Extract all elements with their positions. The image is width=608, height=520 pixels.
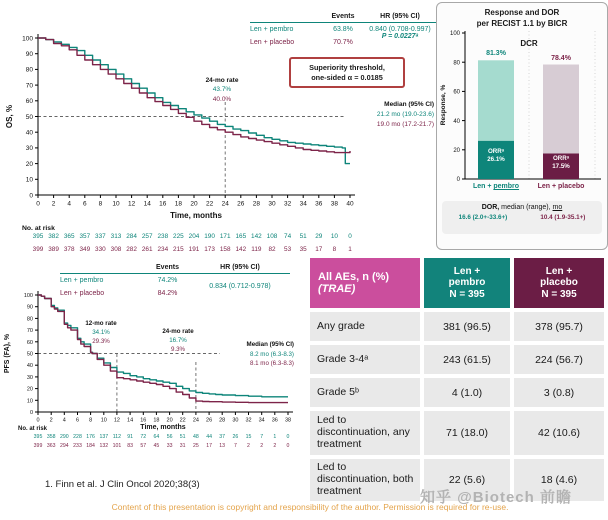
dor-pembro-value: 16.6 (2.0+-33.6+) xyxy=(458,214,508,221)
category-pembro xyxy=(473,183,519,190)
events-header: Events xyxy=(331,13,355,20)
svg-text:40: 40 xyxy=(453,118,460,125)
svg-text:34: 34 xyxy=(299,200,307,208)
hr-header: HR (95% CI) xyxy=(380,13,420,20)
svg-text:Time, months: Time, months xyxy=(170,211,222,220)
pfs-at-risk-title: No. at risk xyxy=(18,426,48,432)
ae-row-pembro: 71 (18.0) xyxy=(424,411,510,455)
at-risk-value: 74 xyxy=(284,233,292,240)
response-bar-chart xyxy=(437,3,607,199)
at-risk-value: 173 xyxy=(204,246,215,253)
at-risk-value: 48 xyxy=(193,434,199,440)
svg-text:12: 12 xyxy=(127,200,136,208)
ae-row-pembro: 22 (5.6) xyxy=(424,459,510,501)
dor-mo: mo xyxy=(552,204,563,211)
arm-pembro-label: Len + pembro xyxy=(250,26,294,33)
os-km-panel xyxy=(0,0,434,260)
at-risk-value: 158 xyxy=(219,246,231,253)
at-risk-value: 56 xyxy=(166,434,173,440)
arm-placebo-label: Len + placebo xyxy=(60,290,105,297)
svg-text:28: 28 xyxy=(252,200,261,208)
superiority-line1: Superiority threshold, xyxy=(309,62,385,72)
svg-text:0: 0 xyxy=(36,417,40,424)
dor-values xyxy=(442,214,602,221)
pfs-km-panel xyxy=(0,262,300,460)
at-risk-value: 261 xyxy=(141,246,153,253)
at-risk-value: 282 xyxy=(126,246,137,253)
at-risk-value: 357 xyxy=(79,233,91,240)
svg-text:12: 12 xyxy=(113,417,120,424)
median-placebo: 19.0 mo (17.2-21.7) xyxy=(376,121,434,129)
at-risk-value: 238 xyxy=(157,233,169,240)
os-24mo-rate xyxy=(206,76,239,104)
cat-pre: Len + xyxy=(472,183,494,190)
hr-value: 0.834 (0.712-0.978) xyxy=(209,283,271,290)
ae-header-pembro xyxy=(424,258,510,308)
h-l3: N = 395 xyxy=(541,288,577,300)
ae-row-label: Any grade xyxy=(310,312,420,341)
cat-underlined: pembro xyxy=(493,183,520,190)
pfs-median xyxy=(204,340,294,369)
svg-text:18: 18 xyxy=(153,417,160,424)
svg-text:Time, months: Time, months xyxy=(140,424,186,431)
copyright-notice: Content of this presentation is copyright and responsibility of the author. Permission is required for re-use. xyxy=(111,502,509,512)
at-risk-value: 101 xyxy=(112,443,122,449)
at-risk-value: 395 xyxy=(32,233,44,240)
median-placebo: 8.1 mo (6.3-8.3) xyxy=(249,360,294,368)
rate-title: 24-mo rate xyxy=(162,328,194,335)
at-risk-value: 1 xyxy=(348,246,352,253)
median-pembro: 8.2 mo (6.3-8.3) xyxy=(249,350,294,358)
at-risk-value: 119 xyxy=(251,246,262,253)
ae-header-all-aes xyxy=(310,258,420,308)
at-risk-value: 53 xyxy=(284,246,292,253)
superiority-threshold-box xyxy=(289,57,405,88)
at-risk-value: 330 xyxy=(95,246,106,253)
events-pembro: 74.2% xyxy=(157,277,178,284)
svg-text:32: 32 xyxy=(245,417,252,424)
at-risk-value: 171 xyxy=(219,233,231,240)
at-risk-value: 313 xyxy=(110,233,122,240)
svg-text:40: 40 xyxy=(26,363,33,370)
events-placebo: 84.2% xyxy=(157,290,178,297)
svg-text:10: 10 xyxy=(112,200,120,208)
svg-text:90: 90 xyxy=(26,304,33,311)
at-risk-value: 51 xyxy=(299,233,307,240)
svg-text:80: 80 xyxy=(26,316,33,323)
svg-text:100: 100 xyxy=(22,35,33,43)
at-risk-value: 294 xyxy=(59,443,69,449)
at-risk-value: 365 xyxy=(63,233,75,240)
at-risk-value: 64 xyxy=(153,434,160,440)
at-risk-value: 165 xyxy=(235,233,247,240)
events-pembro: 63.8% xyxy=(333,26,353,33)
median-title: Median (95% CI) xyxy=(384,101,434,108)
at-risk-value: 191 xyxy=(188,246,200,253)
at-risk-value: 234 xyxy=(157,246,169,253)
svg-text:36: 36 xyxy=(271,417,278,424)
svg-text:32: 32 xyxy=(283,200,292,208)
orr-pembro-label xyxy=(487,148,505,164)
at-risk-value: 142 xyxy=(251,233,262,240)
ae-row-placebo: 18 (4.6) xyxy=(514,459,604,501)
svg-text:2: 2 xyxy=(51,200,56,208)
at-risk-value: 25 xyxy=(193,443,199,449)
at-risk-value: 132 xyxy=(99,443,109,449)
hr-value: 0.840 (0.708-0.997) xyxy=(369,26,431,33)
os-median xyxy=(324,100,434,130)
at-risk-value: 0 xyxy=(286,443,290,449)
svg-text:20: 20 xyxy=(26,386,33,393)
rate-placebo: 29.3% xyxy=(92,337,110,345)
svg-text:28: 28 xyxy=(219,417,226,424)
arm-placebo-label: Len + placebo xyxy=(250,39,295,46)
svg-text:30: 30 xyxy=(25,145,33,153)
arm-labels xyxy=(250,26,322,52)
svg-text:4: 4 xyxy=(67,200,72,208)
svg-text:70: 70 xyxy=(25,82,33,90)
ae-table xyxy=(310,258,604,501)
rate-pembro: 43.7% xyxy=(212,86,232,94)
svg-text:22: 22 xyxy=(205,200,214,208)
svg-text:26: 26 xyxy=(237,200,245,208)
h-l1: Len + xyxy=(545,266,573,278)
at-risk-value: 57 xyxy=(140,443,147,449)
svg-text:4: 4 xyxy=(62,417,66,424)
dor-rest: median (range), xyxy=(499,204,553,211)
citation: 1. Finn et al. J Clin Oncol 2020;38(3) xyxy=(45,479,200,490)
svg-text:30: 30 xyxy=(26,374,33,381)
at-risk-value: 33 xyxy=(166,443,173,449)
orr-placebo-label xyxy=(552,155,570,171)
at-risk-value: 399 xyxy=(33,443,43,449)
at-risk-value: 17 xyxy=(206,443,212,449)
svg-text:14: 14 xyxy=(143,200,151,208)
svg-text:38: 38 xyxy=(330,200,339,208)
svg-text:26: 26 xyxy=(206,417,213,424)
svg-text:60: 60 xyxy=(453,89,460,96)
svg-text:16: 16 xyxy=(140,417,147,424)
at-risk-value: 82 xyxy=(268,246,276,253)
watermark: 知乎 @Biotech 前瞻 xyxy=(420,489,572,506)
at-risk-value: 0 xyxy=(348,233,352,240)
pfs-at-risk-rows xyxy=(0,434,300,454)
at-risk-value: 2 xyxy=(260,443,264,449)
at-risk-value: 2 xyxy=(273,443,277,449)
at-risk-value: 290 xyxy=(59,434,69,440)
svg-text:36: 36 xyxy=(315,200,323,208)
svg-text:18: 18 xyxy=(174,200,183,208)
at-risk-value: 35 xyxy=(299,246,307,253)
ae-row-placebo: 42 (10.6) xyxy=(514,411,604,455)
svg-text:20: 20 xyxy=(453,148,460,154)
at-risk-value: 0 xyxy=(286,434,290,440)
os-events-table xyxy=(250,13,436,52)
at-risk-value: 2 xyxy=(247,443,250,449)
at-risk-value: 51 xyxy=(179,434,186,440)
at-risk-value: 108 xyxy=(266,233,278,240)
events-values xyxy=(145,277,190,303)
svg-text:60: 60 xyxy=(25,98,33,106)
svg-text:30: 30 xyxy=(268,200,276,208)
ae-row-placebo: 224 (56.7) xyxy=(514,345,604,374)
at-risk-value: 7 xyxy=(233,443,237,449)
at-risk-value: 176 xyxy=(86,434,95,440)
svg-text:14: 14 xyxy=(127,417,134,424)
events-placebo: 70.7% xyxy=(333,39,353,46)
h-l3: N = 395 xyxy=(449,288,485,300)
svg-text:20: 20 xyxy=(190,200,198,208)
at-risk-value: 83 xyxy=(127,443,133,449)
at-risk-value: 257 xyxy=(141,233,153,240)
at-risk-value: 142 xyxy=(235,246,247,253)
h-l2: pembro xyxy=(448,277,486,289)
svg-text:80: 80 xyxy=(453,60,460,67)
svg-text:PFS (FA), %: PFS (FA), % xyxy=(4,333,11,374)
svg-text:8: 8 xyxy=(89,417,93,424)
category-placebo: Len + placebo xyxy=(537,183,585,190)
dcr-heading: DCR xyxy=(520,39,538,48)
ae-row-placebo: 3 (0.8) xyxy=(514,378,604,407)
svg-text:38: 38 xyxy=(284,417,292,424)
rate-title: 12-mo rate xyxy=(85,320,117,327)
at-risk-value: 228 xyxy=(73,434,82,440)
svg-text:10: 10 xyxy=(25,176,33,184)
at-risk-value: 137 xyxy=(99,434,109,440)
title-line2: per RECIST 1.1 by BICR xyxy=(476,18,568,28)
svg-text:40: 40 xyxy=(25,129,33,137)
events-values xyxy=(322,26,364,52)
dcr-pembro-value: 81.3% xyxy=(486,50,506,57)
at-risk-value: 13 xyxy=(219,443,226,449)
svg-text:24: 24 xyxy=(192,417,199,424)
svg-text:40: 40 xyxy=(346,200,354,208)
rate-placebo: 40.0% xyxy=(212,95,232,103)
rate-pembro: 16.7% xyxy=(169,336,187,344)
median-pembro: 21.2 mo (19.0-23.6) xyxy=(376,111,434,119)
at-risk-value: 233 xyxy=(73,443,82,449)
svg-text:6: 6 xyxy=(75,417,80,424)
svg-text:50: 50 xyxy=(25,113,33,121)
orr-pembro-value: 26.1% xyxy=(487,155,505,163)
at-risk-value: 378 xyxy=(63,246,75,253)
spacer xyxy=(250,13,322,20)
at-risk-value: 45 xyxy=(153,443,160,449)
pfs-events-table xyxy=(60,264,290,303)
orr-placebo-value: 17.5% xyxy=(552,162,570,170)
hr-cell xyxy=(364,26,436,52)
at-risk-value: 215 xyxy=(173,246,184,253)
ae-header-placebo xyxy=(514,258,604,308)
arm-pembro-label: Len + pembro xyxy=(60,277,104,284)
at-risk-value: 31 xyxy=(179,443,186,449)
svg-text:80: 80 xyxy=(25,66,33,74)
svg-text:100: 100 xyxy=(23,293,33,299)
at-risk-value: 395 xyxy=(33,434,43,440)
at-risk-value: 349 xyxy=(79,246,91,253)
superiority-line2: one-sided α = 0.0185 xyxy=(311,72,383,82)
at-risk-value: 91 xyxy=(127,434,133,440)
svg-text:90: 90 xyxy=(25,51,33,58)
svg-text:8: 8 xyxy=(98,200,103,208)
at-risk-value: 363 xyxy=(46,443,56,449)
hr-header: HR (95% CI) xyxy=(220,264,260,271)
at-risk-value: 204 xyxy=(188,233,200,240)
title-line1: Response and DOR xyxy=(484,8,560,17)
arm-labels xyxy=(60,277,145,303)
h-l2: placebo xyxy=(540,277,578,289)
at-risk-value: 44 xyxy=(206,434,212,440)
ae-row-pembro: 4 (1.0) xyxy=(424,378,510,407)
svg-text:0: 0 xyxy=(29,410,33,416)
p-value: P = 0.0227ᵃ xyxy=(381,33,419,40)
svg-text:24: 24 xyxy=(221,200,229,208)
at-risk-value: 358 xyxy=(46,434,56,440)
rate-pembro: 34.1% xyxy=(92,328,110,336)
at-risk-value: 382 xyxy=(48,233,59,240)
ae-row-pembro: 381 (96.5) xyxy=(424,312,510,341)
svg-text:6: 6 xyxy=(82,200,87,208)
svg-text:34: 34 xyxy=(258,417,265,424)
dor-placebo-value: 10.4 (1.9-35.1+) xyxy=(540,214,586,221)
at-risk-value: 184 xyxy=(86,443,95,449)
at-risk-value: 17 xyxy=(315,246,323,253)
at-risk-value: 1 xyxy=(273,434,277,440)
svg-text:22: 22 xyxy=(179,417,186,424)
at-risk-value: 10 xyxy=(330,233,338,240)
svg-text:2: 2 xyxy=(49,417,53,424)
events-header: Events xyxy=(156,264,179,271)
at-risk-value: 337 xyxy=(95,233,106,240)
ae-row-label: Led to discontinuation, both treatment xyxy=(310,459,420,501)
ae-row-label: Led to discontinuation, any treatment xyxy=(310,411,420,455)
svg-text:0: 0 xyxy=(36,200,40,208)
svg-text:10: 10 xyxy=(26,398,33,405)
svg-text:10: 10 xyxy=(100,417,107,424)
at-risk-value: 308 xyxy=(110,246,122,253)
ae-row-pembro: 243 (61.5) xyxy=(424,345,510,374)
pfs-24mo-rate xyxy=(162,328,193,355)
rate-placebo: 9.3% xyxy=(170,345,186,353)
at-risk-value: 37 xyxy=(219,434,226,440)
os-at-risk-title: No. at risk xyxy=(22,225,55,232)
svg-text:Response, %: Response, % xyxy=(440,84,447,126)
ae-row-placebo: 378 (95.7) xyxy=(514,312,604,341)
at-risk-value: 389 xyxy=(48,246,59,253)
svg-text:30: 30 xyxy=(232,417,239,424)
orr-label-text: ORRᵃ xyxy=(487,148,505,155)
svg-text:0: 0 xyxy=(29,192,33,200)
svg-text:OS, %: OS, % xyxy=(5,104,14,129)
ae-header-line1: All AEs, n (%) xyxy=(318,270,390,283)
median-title: Median (95% CI) xyxy=(246,341,294,348)
svg-text:50: 50 xyxy=(26,351,33,358)
svg-text:20: 20 xyxy=(25,160,33,168)
dor-bold: DOR, xyxy=(481,204,500,211)
svg-text:100: 100 xyxy=(449,31,460,38)
at-risk-value: 284 xyxy=(126,233,137,240)
dcr-placebo-value: 78.4% xyxy=(551,55,571,62)
at-risk-value: 72 xyxy=(140,434,147,440)
svg-text:60: 60 xyxy=(26,339,33,346)
rate-title: 24-mo rate xyxy=(205,77,239,84)
svg-text:0: 0 xyxy=(456,177,460,184)
at-risk-value: 29 xyxy=(315,233,323,240)
at-risk-value: 225 xyxy=(173,233,184,240)
at-risk-value: 7 xyxy=(260,434,264,440)
at-risk-value: 190 xyxy=(204,233,215,240)
ae-row-label: Grade 5ᵇ xyxy=(310,378,420,407)
at-risk-value: 399 xyxy=(32,246,44,253)
svg-text:16: 16 xyxy=(159,200,167,208)
at-risk-value: 8 xyxy=(332,246,337,253)
ae-row-label: Grade 3-4ᵃ xyxy=(310,345,420,374)
at-risk-value: 112 xyxy=(112,434,122,440)
svg-text:20: 20 xyxy=(166,417,173,424)
hr-cell xyxy=(190,277,290,303)
svg-text:70: 70 xyxy=(26,328,33,335)
dor-title xyxy=(442,204,602,211)
ae-header-trae: (TRAE) xyxy=(318,283,356,295)
at-risk-value: 15 xyxy=(245,434,252,440)
response-panel-title xyxy=(437,8,607,30)
pfs-12mo-rate xyxy=(85,320,116,347)
os-at-risk-rows xyxy=(0,233,434,259)
orr-label-text: ORRᵃ xyxy=(552,155,570,162)
spacer xyxy=(60,264,145,271)
response-dor-panel xyxy=(436,2,608,250)
at-risk-value: 26 xyxy=(232,434,239,440)
h-l1: Len + xyxy=(453,266,481,278)
dor-box xyxy=(442,201,602,234)
